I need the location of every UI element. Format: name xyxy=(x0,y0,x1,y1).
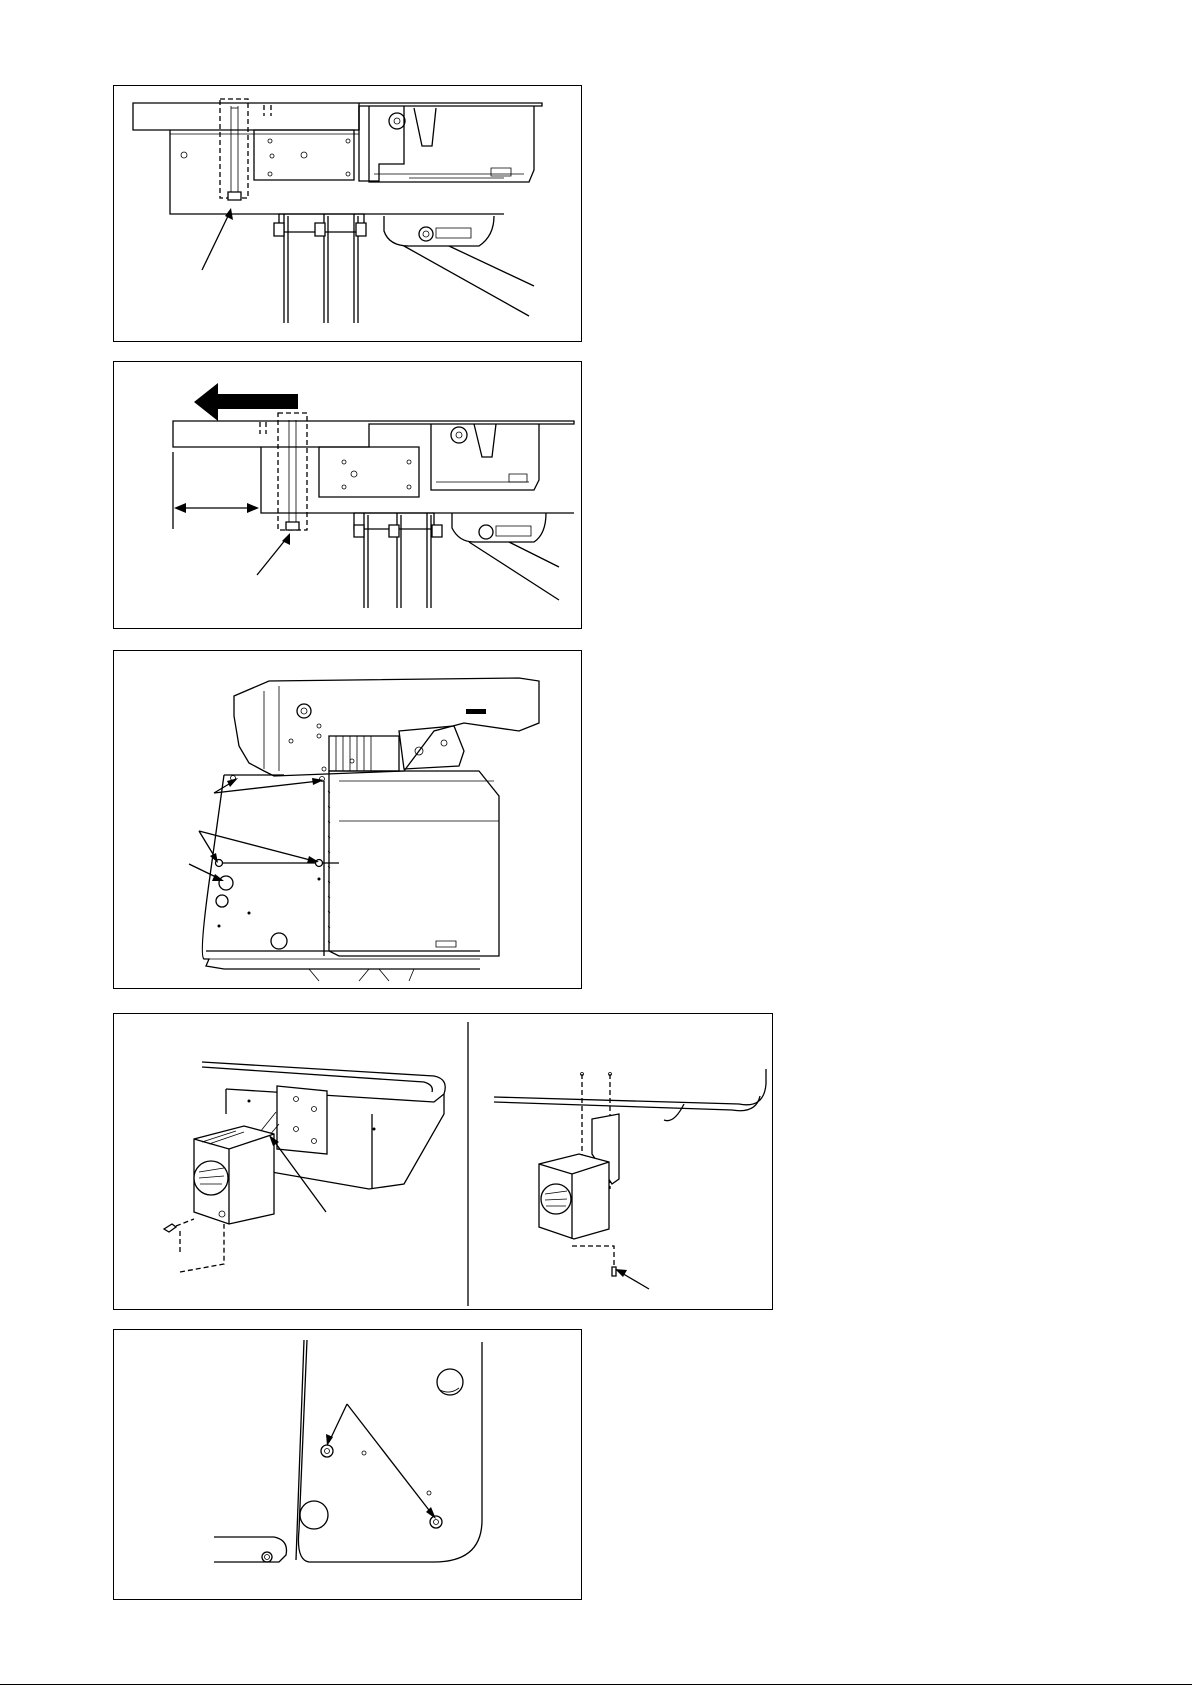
leg-right xyxy=(427,513,431,608)
leader-arrow-icon xyxy=(199,831,319,863)
figure-5-drawing xyxy=(114,1330,583,1601)
figure-1 xyxy=(113,85,582,342)
motor-shaft xyxy=(419,227,433,241)
table-hole xyxy=(300,1501,328,1529)
machine-head xyxy=(234,678,539,776)
table-hole xyxy=(271,933,287,949)
figure-5 xyxy=(113,1329,582,1600)
work-plate xyxy=(329,771,499,956)
motor-housing xyxy=(452,513,546,542)
belt-lines xyxy=(469,542,559,600)
figure-3-drawing xyxy=(114,651,583,990)
machine-base xyxy=(359,106,404,181)
motor-housing xyxy=(384,216,494,246)
figure-1-drawing xyxy=(114,86,583,343)
leader-arrow-icon xyxy=(326,1404,436,1519)
belt-lines xyxy=(404,246,534,316)
mounting-plate xyxy=(277,1086,327,1154)
knob-icon xyxy=(451,427,467,443)
bolt-nut xyxy=(228,192,241,200)
direction-arrow-icon xyxy=(194,383,298,421)
left-panel xyxy=(164,1062,445,1272)
right-panel xyxy=(494,1069,766,1289)
leader-arrow-icon xyxy=(257,539,286,575)
figure-2 xyxy=(113,361,582,629)
bolt-nut xyxy=(286,522,299,530)
needle-area xyxy=(399,726,464,769)
figure-3 xyxy=(113,650,582,989)
knob-icon xyxy=(389,113,405,129)
mounting-plate xyxy=(319,447,419,497)
figure-2-drawing xyxy=(114,362,583,630)
table-top xyxy=(133,103,542,130)
leader-arrow-icon xyxy=(202,214,229,270)
table-hole xyxy=(437,1369,463,1395)
brand-mark xyxy=(466,709,486,714)
bolt-highlight-box xyxy=(220,99,248,198)
table-corner xyxy=(494,1069,766,1105)
figure-4 xyxy=(113,1013,773,1310)
screw-icon xyxy=(430,1516,442,1528)
screw-icon xyxy=(321,1445,333,1457)
screw-icon xyxy=(164,1224,176,1232)
motor-shaft xyxy=(479,525,493,539)
leader-arrow-icon xyxy=(214,778,324,793)
table-edge xyxy=(202,775,480,969)
machine-knob-icon xyxy=(297,704,311,718)
belt-cover xyxy=(329,736,399,771)
figure-4-drawing xyxy=(114,1014,774,1311)
side-rail xyxy=(214,1537,287,1562)
screw-icon xyxy=(612,1267,616,1276)
table-top xyxy=(173,421,574,447)
